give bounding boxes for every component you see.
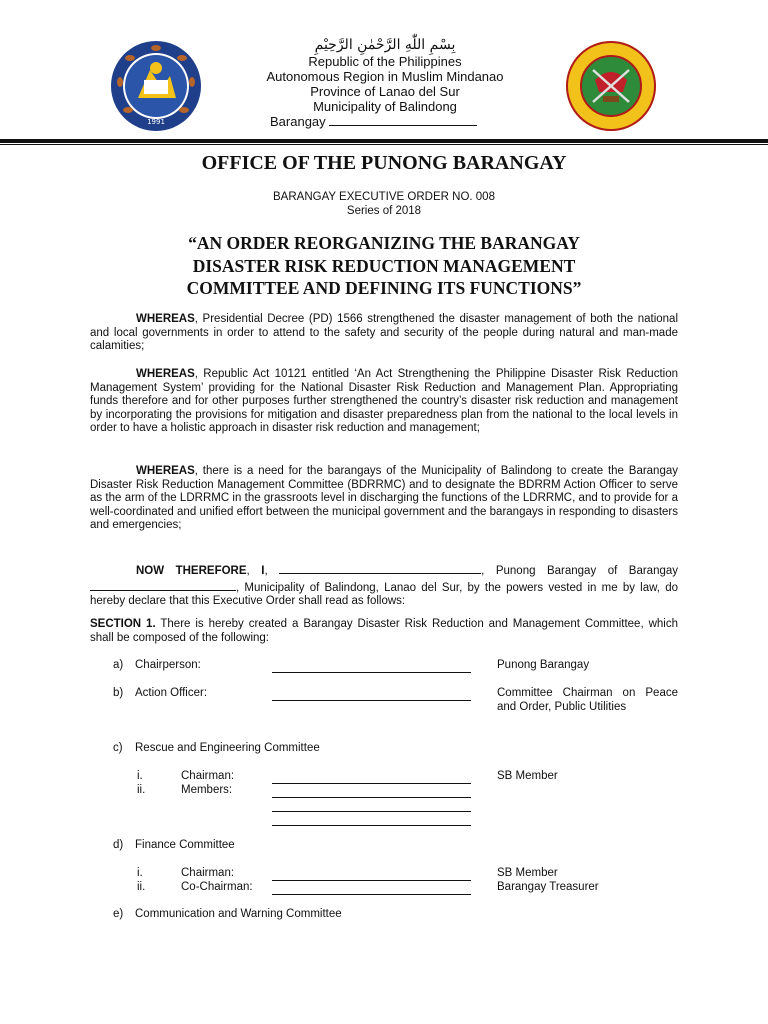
header-rule-thick — [0, 139, 768, 143]
svg-text:1991: 1991 — [147, 118, 165, 126]
item-d-ii-role: Barangay Treasurer — [497, 881, 599, 893]
order-title-line: DISASTER RISK REDUCTION MANAGEMENT — [192, 255, 576, 276]
barangay-line: Barangay — [200, 114, 570, 129]
region-line: Autonomous Region in Muslim Mindanao — [266, 69, 504, 84]
item-c-i-num: i. — [137, 770, 143, 782]
item-b-letter: b) — [113, 687, 124, 699]
item-b-role: Committee Chairman on Peace and Order, Public Utilities — [497, 687, 678, 713]
item-c-ii-label: Members: — [181, 784, 233, 796]
office-title: OFFICE OF THE PUNONG BARANGAY — [201, 152, 567, 174]
letterhead — [200, 36, 570, 129]
order-number-block — [0, 190, 768, 218]
item-d-i-num: i. — [137, 867, 143, 879]
municipality-balindong-seal — [565, 40, 657, 132]
country-line: Republic of the Philippines — [308, 54, 462, 69]
province-line: Province of Lanao del Sur — [310, 84, 460, 99]
barangay-name-blank — [90, 579, 236, 591]
item-a-label: Chairperson: — [135, 659, 201, 671]
item-c-ii-blank — [272, 785, 471, 798]
order-series: Series of 2018 — [346, 205, 422, 217]
item-c-ii-num: ii. — [137, 784, 146, 796]
item-e-letter: e) — [113, 908, 124, 920]
item-c-ii-blank — [272, 799, 471, 812]
item-e-label: Communication and Warning Committee — [135, 908, 342, 920]
item-c-label: Rescue and Engineering Committee — [135, 742, 320, 754]
item-d-ii-label: Co-Chairman: — [181, 881, 253, 893]
section-1-paragraph: SECTION 1. There is hereby created a Barangay Disaster Risk Reduction and Management Committee, which shall be composed of the following: — [90, 618, 678, 644]
order-title-line: “AN ORDER REORGANIZING THE BARANGAY — [188, 233, 580, 253]
header-rule-thin — [0, 144, 768, 145]
name-blank — [279, 562, 481, 574]
item-a-role: Punong Barangay — [497, 659, 590, 671]
order-title — [110, 232, 658, 300]
item-a-letter: a) — [113, 659, 124, 671]
item-c-i-role: SB Member — [497, 770, 558, 782]
order-number: BARANGAY EXECUTIVE ORDER NO. 008 — [273, 191, 495, 203]
liga-barangay-seal — [110, 40, 202, 132]
item-b-blank — [272, 688, 471, 701]
item-d-letter: d) — [113, 839, 124, 851]
whereas-paragraph-2: WHEREAS, Republic Act 10121 entitled ‘An Act Strengthening the Philippine Disaster Risk Reduction Management System’ providing for the National Disaster Risk Reduction and Management Plan. Appropriating funds therefore and for other purposes further strengthened the country’s disaster risk reduction and management by incorporating the provisions for mitigation and disaster preparedness plan from the national to the local levels in order to have a holistic approach in disaster risk reduction and management; — [90, 368, 678, 434]
municipality-line: Municipality of Balindong — [313, 99, 457, 114]
item-c-i-blank — [272, 771, 471, 784]
item-d-ii-num: ii. — [137, 881, 146, 893]
item-d-label: Finance Committee — [135, 839, 235, 851]
now-therefore-paragraph: NOW THEREFORE, I, , Punong Barangay of Barangay , Municipality of Balindong, Lanao del Sur, by the powers vested in me by law, do hereby declare that this Executive Order shall read as follows: — [90, 562, 678, 609]
whereas-paragraph-1: WHEREAS, Presidential Decree (PD) 1566 strengthened the disaster management of both the national and local governments in order to attend to the safety and security of the people during natural and man-made calamities; — [90, 313, 678, 352]
item-b-label: Action Officer: — [135, 687, 208, 699]
order-title-line: COMMITTEE AND DEFINING ITS FUNCTIONS” — [186, 278, 582, 298]
basmala: بِسْمِ اللّٰهِ الرَّحْمٰنِ الرَّحِيْمِ — [314, 37, 456, 53]
whereas-paragraph-3: WHEREAS, there is a need for the barangays of the Municipality of Balindong to create the Barangay Disaster Risk Reduction Management Committee (BDRRMC) and to designate the BDRRM Action Officer to serve as the arm of the LDRRMC in the grassroots level in discharging the functions of the LDRRMC, and to provide for a well-coordinated and unified effort between the municipal government and the barangays in responding to disasters and emergencies; — [90, 465, 678, 531]
item-d-i-label: Chairman: — [181, 867, 235, 879]
item-d-i-role: SB Member — [497, 867, 558, 879]
item-d-ii-blank — [272, 882, 471, 895]
item-c-letter: c) — [113, 742, 123, 754]
barangay-blank — [329, 114, 477, 126]
item-c-ii-blank — [272, 813, 471, 826]
item-c-i-label: Chairman: — [181, 770, 235, 782]
item-d-i-blank — [272, 868, 471, 881]
item-a-blank — [272, 660, 471, 673]
